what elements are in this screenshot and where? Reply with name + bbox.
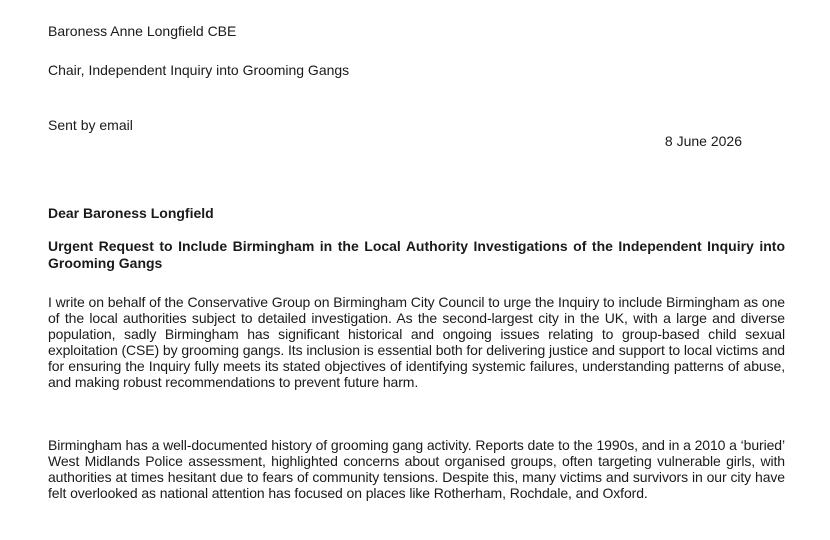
- body-paragraph-1: I write on behalf of the Conservative Group on Birmingham City Council to urge the Inquiry to include Birmingham as one of the local authorities subject to detailed investigation. As the second-largest city in the UK, with a large and diverse population, sadly Birmingham has significant historical and ongoing issues relating to group-based child sexual exploitation (CSE) by grooming gangs. Its inclusion is essential both for delivering justice and support to local victims and for ensuring the Inquiry fully meets its stated objectives of identifying systemic failures, understanding patterns of abuse, and making robust recommendations to prevent future harm.: [48, 294, 785, 390]
- letter-date: 8 June 2026: [664, 133, 742, 149]
- delivery-method: Sent by email: [48, 117, 133, 133]
- subject-line: Urgent Request to Include Birmingham in the Local Authority Investigations of the Independent Inquiry into Grooming Gangs: [48, 238, 785, 271]
- body-paragraph-2: Birmingham has a well-documented history of grooming gang activity. Reports date to the 1990s, and in a 2010 a ‘buried’ West Midlands Police assessment, highlighted concerns about organised groups, often targeting vulnerable girls, with authorities at times hesitant due to fears of community tensions. Despite this, many victims and survivors in our city have felt overlooked as national attention has focused on places like Rotherham, Rochdale, and Oxford.: [48, 437, 785, 501]
- salutation: Dear Baroness Longfield: [48, 205, 214, 221]
- recipient-name: Baroness Anne Longfield CBE: [48, 23, 237, 39]
- recipient-title: Chair, Independent Inquiry into Grooming Gangs: [48, 62, 350, 78]
